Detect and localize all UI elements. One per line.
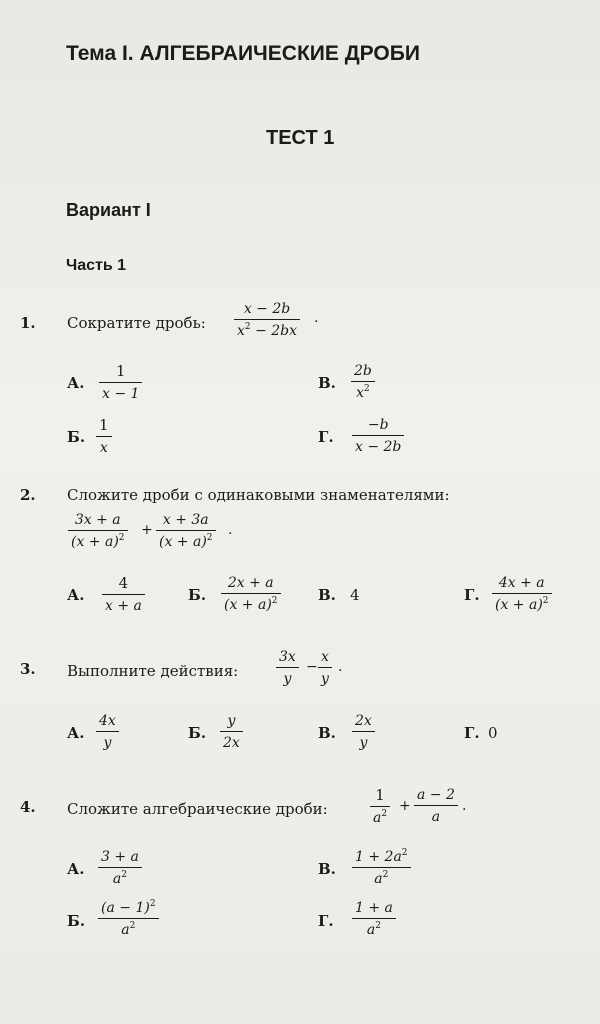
q1-option-b-label: Б. bbox=[67, 428, 86, 446]
q3-option-a-label: А. bbox=[67, 724, 85, 742]
q1-text: Сократите дробь: bbox=[67, 314, 206, 332]
q4-option-v: $1 + 2a^2$ $a^2$ bbox=[352, 850, 411, 886]
q2-fraction-1: 3x + a $(x + a)^2$ bbox=[68, 513, 128, 549]
q4-fraction-1: 1 $a^2$ bbox=[370, 788, 390, 825]
q2-option-a-label: А. bbox=[67, 586, 85, 604]
q1-expr-den: $x^2 - 2bx$ bbox=[237, 322, 298, 339]
q2-text: Сложите дроби с одинаковыми знаменателями: bbox=[67, 486, 450, 504]
variant-heading: Вариант I bbox=[66, 200, 151, 220]
q1-option-g: −b x − 2b bbox=[352, 418, 404, 454]
q2-option-a: 4 x + a bbox=[102, 576, 145, 613]
q1-option-a: 1 x − 1 bbox=[99, 364, 142, 401]
q4-option-a: 3 + a $a^2$ bbox=[98, 850, 142, 886]
q1-dot: . bbox=[314, 310, 319, 326]
q1-option-v-label: В. bbox=[318, 374, 336, 392]
q2-fraction-2: x + 3a $(x + a)^2$ bbox=[156, 513, 216, 549]
q3-option-v: 2x y bbox=[352, 714, 375, 750]
q2-plus: + bbox=[141, 522, 153, 538]
q4-fraction-2: a − 2 a bbox=[414, 788, 458, 824]
q2-dot: . bbox=[228, 522, 233, 538]
q1-option-v: 2b $x^2$ bbox=[351, 364, 375, 400]
q1-number: 1. bbox=[20, 314, 36, 332]
q2-option-b-label: Б. bbox=[188, 586, 207, 604]
q1-option-b: 1 x bbox=[96, 418, 112, 455]
q4-text: Сложите алгебраические дроби: bbox=[67, 800, 328, 818]
q2-option-b: 2x + a $(x + a)^2$ bbox=[221, 576, 281, 612]
q3-option-v-label: В. bbox=[318, 724, 336, 742]
q3-minus: − bbox=[306, 659, 318, 675]
q4-dot: . bbox=[462, 798, 467, 814]
q3-fraction-1: 3x y bbox=[276, 650, 299, 686]
q3-option-g-label: Г. bbox=[464, 724, 480, 742]
q4-option-b-label: Б. bbox=[67, 912, 86, 930]
topic-title: Тема I. АЛГЕБРАИЧЕСКИЕ ДРОБИ bbox=[66, 42, 420, 65]
q3-option-b-label: Б. bbox=[188, 724, 207, 742]
q2-option-g: 4x + a $(x + a)^2$ bbox=[492, 576, 552, 612]
test-title: ТЕСТ 1 bbox=[266, 127, 335, 149]
q3-option-b: y 2x bbox=[220, 714, 243, 750]
q3-dot: . bbox=[338, 659, 343, 675]
q4-option-a-label: А. bbox=[67, 860, 85, 878]
q1-option-a-label: А. bbox=[67, 374, 85, 392]
q1-expression bbox=[234, 302, 300, 338]
q3-option-a: 4x y bbox=[96, 714, 119, 750]
q3-option-g-value: 0 bbox=[488, 724, 498, 742]
q1-option-g-label: Г. bbox=[318, 428, 334, 446]
q4-option-v-label: В. bbox=[318, 860, 336, 878]
q4-option-b: $(a - 1)^2$ $a^2$ bbox=[98, 901, 159, 937]
q4-number: 4. bbox=[20, 798, 36, 816]
q2-option-v-label: В. bbox=[318, 586, 336, 604]
q3-text: Выполните действия: bbox=[67, 662, 239, 680]
q2-option-v-value: 4 bbox=[350, 586, 360, 604]
q4-plus: + bbox=[399, 798, 411, 814]
q2-option-g-label: Г. bbox=[464, 586, 480, 604]
q4-option-g-label: Г. bbox=[318, 912, 334, 930]
q3-fraction-2: x y bbox=[318, 650, 332, 686]
q3-number: 3. bbox=[20, 660, 36, 678]
q4-option-g: 1 + a $a^2$ bbox=[352, 901, 396, 937]
q2-number: 2. bbox=[20, 486, 36, 504]
q1-expr-num: x − 2b bbox=[243, 301, 291, 317]
part-heading: Часть 1 bbox=[66, 257, 127, 274]
